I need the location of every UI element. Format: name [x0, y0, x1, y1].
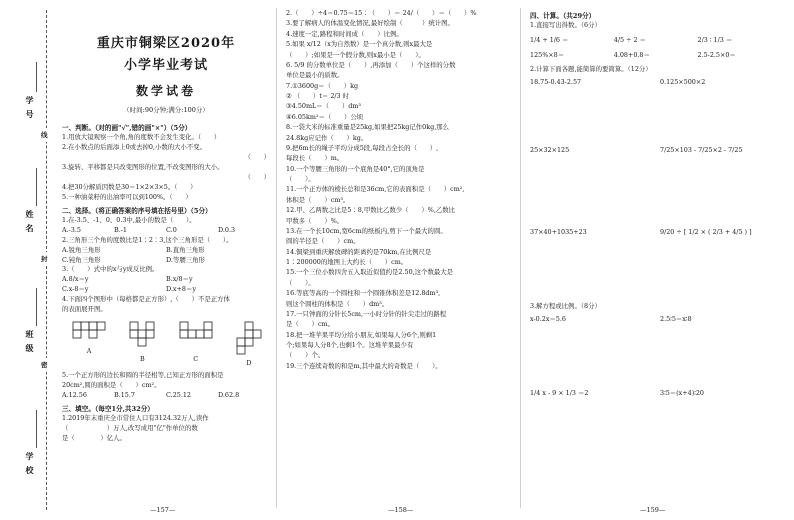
calc-subtitle: 1.直接写出得数。（6分） — [530, 21, 601, 30]
fill-question-line[interactable]: 单位是最小的质数。 — [286, 71, 344, 80]
calc-item[interactable]: 37×40+1035+23 — [530, 227, 587, 236]
option[interactable]: D.等腰三角形 — [166, 255, 205, 264]
oral-calc-item[interactable]: 2/3 ∶ 1/3 ＝ — [697, 36, 733, 45]
fill-line-class[interactable] — [36, 288, 37, 326]
page-157 — [62, 8, 270, 444]
net-a-icon — [72, 321, 106, 343]
net-label: C — [193, 355, 199, 364]
net-option-d[interactable] — [236, 321, 262, 369]
fill-question-line[interactable]: 则这个圆柱的体积是（ ）dm³。 — [286, 299, 389, 308]
fill-question-line[interactable]: 2.（ ）÷4＝0.75＝15∶（ ）＝ 24/（ ）＝（ ）% — [286, 9, 477, 17]
choice-question: 3.（ ）式中的x与y成反比例。 — [62, 265, 159, 274]
fill-question-line[interactable]: 15.一个三位小数四舍五入取近似值约是2.50,这个数最大是 — [286, 268, 454, 277]
net-option-b[interactable] — [129, 321, 155, 369]
fill-question-line[interactable]: ② （ ）t＝ 2/3 时 — [286, 92, 350, 100]
oral-calc-item[interactable]: 4.08+0.8＝ — [613, 51, 650, 60]
fill-question: 1.2019年末重庆全市常住人口有3124.32万人,读作 — [62, 413, 209, 422]
calc-row — [530, 146, 780, 156]
option[interactable]: C.钝角三角形 — [62, 255, 101, 264]
fill-question-line[interactable]: 9.把6m长的绳子平均分成5段,每段占全长的（ ）, — [286, 143, 439, 152]
oral-calc-item[interactable]: 2.5-2.5×0＝ — [697, 51, 736, 60]
column-divider — [276, 8, 277, 508]
option[interactable]: B.-1 — [114, 225, 127, 234]
section-judge-title: 一、判断。（对的画"√",错的画"×"）（5分） — [62, 123, 192, 132]
choice-question: 5.一个正方形的边长和圆的半径相等,已知正方形的面积是 — [62, 370, 224, 379]
binding-strip — [0, 0, 56, 520]
option[interactable]: B.x/8＝y — [166, 275, 193, 284]
fill-question-line[interactable]: 7.①3600g＝（ ）kg — [286, 81, 359, 90]
option[interactable]: C.x-8＝y — [62, 285, 89, 294]
fill-question-line[interactable]: 12.甲、乙两数之比是5∶8,甲数比乙数少（ ）%,乙数比 — [286, 206, 456, 215]
page-159 — [530, 8, 780, 398]
fill-question-line[interactable]: （ ）。 — [286, 175, 315, 183]
choice-options — [62, 391, 270, 401]
exam-title: 重庆市铜梁区2020年 — [96, 36, 236, 51]
option[interactable]: C.25.12 — [166, 390, 191, 399]
fill-question-line[interactable]: 甲数多（ ）%。 — [286, 216, 344, 225]
section-calc-title: 四、计算。（共29分） — [530, 12, 596, 20]
fill-question[interactable]: 是（ ）亿人。 — [62, 433, 126, 442]
field-label-student-id: 学号 — [25, 96, 35, 124]
exam-meta: （时间:90分钟;满分:100分） — [123, 105, 209, 114]
binding-mark-seal: 封 — [41, 252, 48, 266]
calc-row — [530, 228, 780, 238]
judge-answer-box[interactable]: （ ） — [244, 172, 270, 181]
choice-question: 20cm²,圆的面积是（ ）cm²。 — [62, 380, 161, 389]
page-number: —158— — [388, 506, 414, 514]
exam-subtitle: 小学毕业考试 — [123, 58, 208, 74]
calc-item[interactable]: 0.125×500×2 — [660, 77, 706, 86]
equation-row — [530, 389, 780, 399]
fill-question-line[interactable]: 个;如果每人分8个,也剩1个。这堆苹果最少有 — [286, 341, 414, 349]
net-option-a[interactable] — [72, 321, 106, 369]
fill-line-student-id[interactable] — [36, 62, 37, 92]
fill-question-line[interactable]: 6. 5/9 的分数单位是（ ）,再添加（ ）个这样的分数 — [286, 60, 456, 69]
fill-question-line[interactable]: ④6.05km²＝（ ）公顷 — [286, 112, 364, 121]
calc-subtitle: 3.解方程或比例。（8分） — [530, 301, 601, 310]
field-label-school: 学校 — [25, 452, 35, 480]
judge-item[interactable]: 5.一种油菜籽的出油率可以到100%。（ ） — [62, 192, 192, 201]
judge-item[interactable]: 3.旋转、平移都是只改变图形的位置,不改变图形的大小。 — [62, 162, 224, 171]
page-number: —157— — [150, 506, 176, 514]
section-fill-title: 三、填空。（每空1分,共32分） — [62, 404, 154, 413]
option[interactable]: C.0 — [166, 225, 177, 234]
option[interactable]: A.-3.5 — [62, 225, 81, 234]
oral-calc-row — [530, 36, 780, 46]
page-number: —159— — [640, 506, 666, 514]
option[interactable]: B.15.7 — [114, 390, 135, 399]
fill-question-line[interactable]: 圆的半径是（ ）cm。 — [286, 237, 360, 246]
net-label: B — [139, 355, 145, 364]
net-label: A — [86, 347, 92, 356]
equation-item[interactable]: 3∶5＝(x+4)∶20 — [660, 388, 704, 397]
fill-question-line[interactable]: 8.一袋大米的标准重量是25kg,如果把25kg记作0kg,那么 — [286, 123, 450, 132]
option[interactable]: D.62.8 — [218, 390, 240, 399]
calc-item[interactable]: 7/25×103 - 7/25×2 - 7/25 — [660, 145, 743, 154]
fill-question-line[interactable]: 17.一只钟面的分针长5cm,一小时分针的针尖走过的路程 — [286, 309, 447, 318]
fill-question-line[interactable]: 4.速度一定,路程和时间成（ ）比例。 — [286, 29, 403, 38]
calc-item[interactable]: 18.75-0.43-2.57 — [530, 77, 582, 86]
exam-paper-name: 数学试卷 — [135, 84, 196, 99]
option[interactable]: D.0.3 — [218, 225, 236, 234]
equation-item[interactable]: 2.5∶5＝x∶8 — [660, 314, 692, 323]
judge-item[interactable]: 4.把30分解质因数是30＝1×2×3×5。（ ） — [62, 182, 197, 191]
judge-item[interactable]: 1.用放大镜观察一个角,角的度数不会发生变化。（ ） — [62, 133, 221, 142]
fill-question-line[interactable]: 14.铜梁到重庆解放碑的距离约是70km,在比例尺是 — [286, 247, 432, 256]
fill-question-line[interactable]: 13.在一个长10cm,宽6cm的纸板内,剪下一个最大的圆。 — [286, 226, 447, 235]
fill-question-line[interactable]: （ ）个。 — [286, 351, 325, 360]
net-c-icon — [179, 321, 213, 351]
oral-calc-row — [530, 51, 780, 61]
net-label: D — [246, 359, 252, 368]
fill-question-line[interactable]: 19.三个连续奇数的和是m,其中最大的奇数是（ ）。 — [286, 361, 442, 370]
equation-row — [530, 315, 780, 325]
choice-options — [62, 275, 270, 295]
fill-question-line[interactable]: 每段长（ ）m。 — [286, 154, 344, 163]
judge-answer-box[interactable]: （ ） — [244, 153, 270, 161]
choice-options — [62, 246, 270, 266]
fill-question-line[interactable]: ③4.50mL＝（ ）dm³ — [286, 102, 361, 111]
judge-item[interactable]: 2.在小数点的后面添上0或去掉0,小数的大小不变。 — [62, 143, 207, 152]
option[interactable]: D.x+8＝y — [166, 285, 196, 294]
calc-row — [530, 78, 780, 88]
calc-item[interactable]: 25×32×125 — [530, 145, 570, 154]
fill-question-line[interactable]: （ ）;如果是一个假分数,则x最小是（ ）。 — [286, 50, 425, 59]
page-158 — [286, 8, 514, 371]
choice-question: 1.在-3.5、-1、0、0.3中,最小的数是（ ）。 — [62, 215, 196, 224]
choice-question: 4.下面四个图形中（每格都是正方形）,（ ）不是正方体 — [62, 295, 230, 304]
choice-options — [62, 226, 270, 236]
fill-question-line[interactable]: 16.等底等高的一个圆柱和一个圆锥体积差是12.8dm³, — [286, 289, 441, 298]
fill-question-line[interactable]: （ ）。 — [286, 278, 315, 287]
field-label-class: 班级 — [25, 330, 35, 358]
option[interactable]: B.直角三角形 — [166, 245, 205, 254]
fill-question-line[interactable]: 体积是（ ）cm³。 — [286, 195, 350, 204]
option[interactable]: A.锐角三角形 — [62, 245, 101, 254]
column-divider — [520, 8, 521, 508]
oral-calc-item[interactable]: 4/5 ÷ 2 ＝ — [613, 36, 646, 45]
fill-question-line[interactable]: 是（ ）cm。 — [286, 320, 334, 329]
net-option-c[interactable] — [179, 321, 213, 369]
fill-question-line[interactable]: 5.如果 x/12（x为自然数）是一个真分数,则x最大是 — [286, 40, 433, 49]
binding-mark-line: 线 — [41, 128, 48, 142]
fill-question-line[interactable]: 1∶200000的地图上大约长（ ）cm。 — [286, 258, 408, 266]
calc-subtitle: 2.计算下面各题,能简算的要简算。（12分） — [530, 64, 652, 73]
oral-calc-item[interactable]: 125%×8＝ — [530, 51, 565, 60]
fill-question-line[interactable]: 3.要了解病人的体温变化情况,最好绘制（ ）统计图。 — [286, 19, 454, 28]
choice-question: 2.三角形三个角的度数比是1∶2∶3,这个三角形是（ ）。 — [62, 235, 233, 244]
net-b-icon — [129, 321, 155, 351]
fill-question-line[interactable]: 18.把一堆苹果平均分给小朋友,如果每人分6个,则剩1 — [286, 330, 437, 339]
calc-item[interactable]: 9/20 ÷ [ 1/2 × ( 2/3 + 4/5 ) ] — [660, 227, 752, 236]
fill-question-line[interactable]: 11.一个正方体的棱长总和是36cm,它的表面积是（ ）cm², — [286, 185, 465, 194]
fill-line-school[interactable] — [36, 410, 37, 448]
binding-mark-close: 密 — [41, 358, 48, 372]
fill-line-name[interactable] — [36, 168, 37, 206]
cube-nets-figure — [72, 321, 262, 369]
section-choice-title: 二、选择。（将正确答案的序号填在括号里）（5分） — [62, 206, 212, 215]
equation-item[interactable]: 1/4 x - 9 × 1/3 ＝2 — [530, 388, 589, 397]
fill-question[interactable]: （ ）万人,改写成用"亿"作单位的数 — [62, 423, 198, 432]
field-label-name: 姓名 — [25, 210, 35, 238]
oral-calc-item[interactable]: 1/4 + 1/6 ＝ — [530, 36, 569, 45]
net-d-icon — [236, 321, 262, 355]
fill-question-line[interactable]: 10.一个等腰三角形的一个底角是40°,它的顶角是 — [286, 164, 425, 173]
option[interactable]: A.8/x＝y — [62, 275, 89, 284]
equation-item[interactable]: x-0.2x＝5.6 — [530, 314, 566, 323]
option[interactable]: A.12.56 — [62, 390, 87, 399]
choice-question: 的表面展开图。 — [62, 305, 107, 314]
fill-question-line[interactable]: 24.8kg应记作（ ）kg。 — [286, 133, 368, 142]
